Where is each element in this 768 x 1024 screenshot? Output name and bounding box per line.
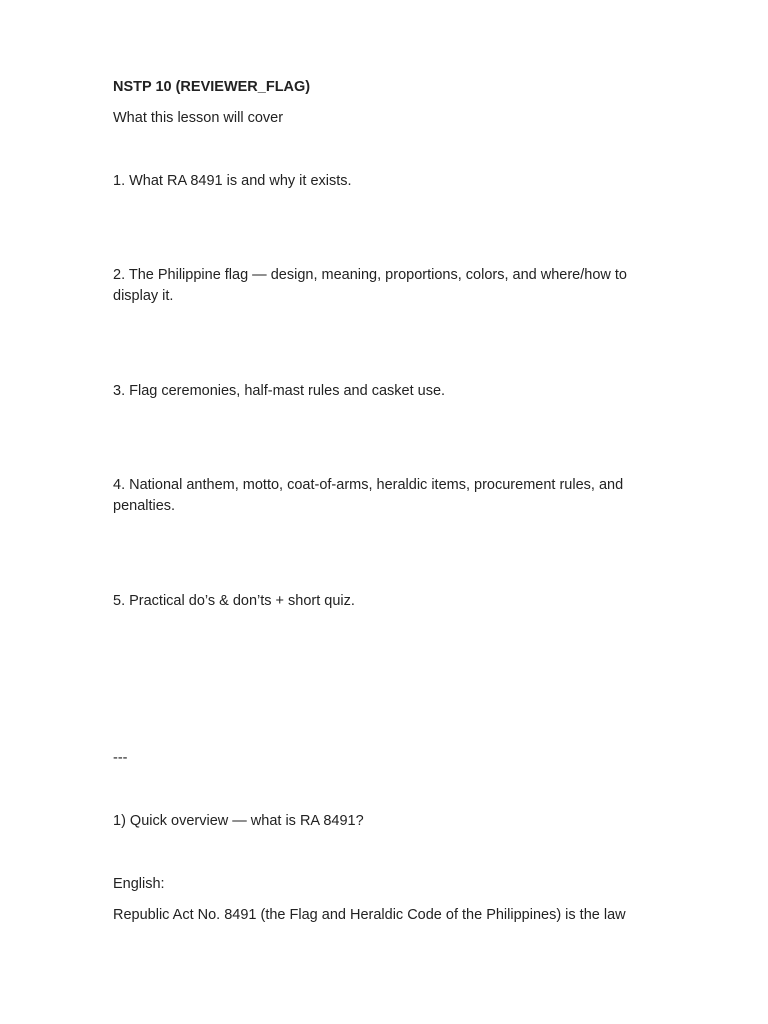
section-separator: --- [113, 750, 128, 766]
section-heading: 1) Quick overview — what is RA 8491? [113, 813, 364, 829]
language-label: English: [113, 876, 165, 892]
body-paragraph: Republic Act No. 8491 (the Flag and Heraldic Code of the Philippines) is the law [113, 907, 626, 923]
document-title: NSTP 10 (REVIEWER_FLAG) [113, 79, 311, 95]
lesson-item: 4. National anthem, motto, coat-of-arms, heraldic items, procurement rules, and penalties. [113, 477, 624, 514]
lesson-intro: What this lesson will cover [113, 110, 284, 126]
lesson-item: 3. Flag ceremonies, half-mast rules and casket use. [113, 383, 446, 399]
lesson-item: 1. What RA 8491 is and why it exists. [113, 173, 352, 189]
lesson-item: 5. Practical do’s & don’ts + short quiz. [113, 593, 355, 609]
lesson-item: 2. The Philippine flag — design, meaning, proportions, colors, and where/how to display it. [113, 267, 627, 304]
